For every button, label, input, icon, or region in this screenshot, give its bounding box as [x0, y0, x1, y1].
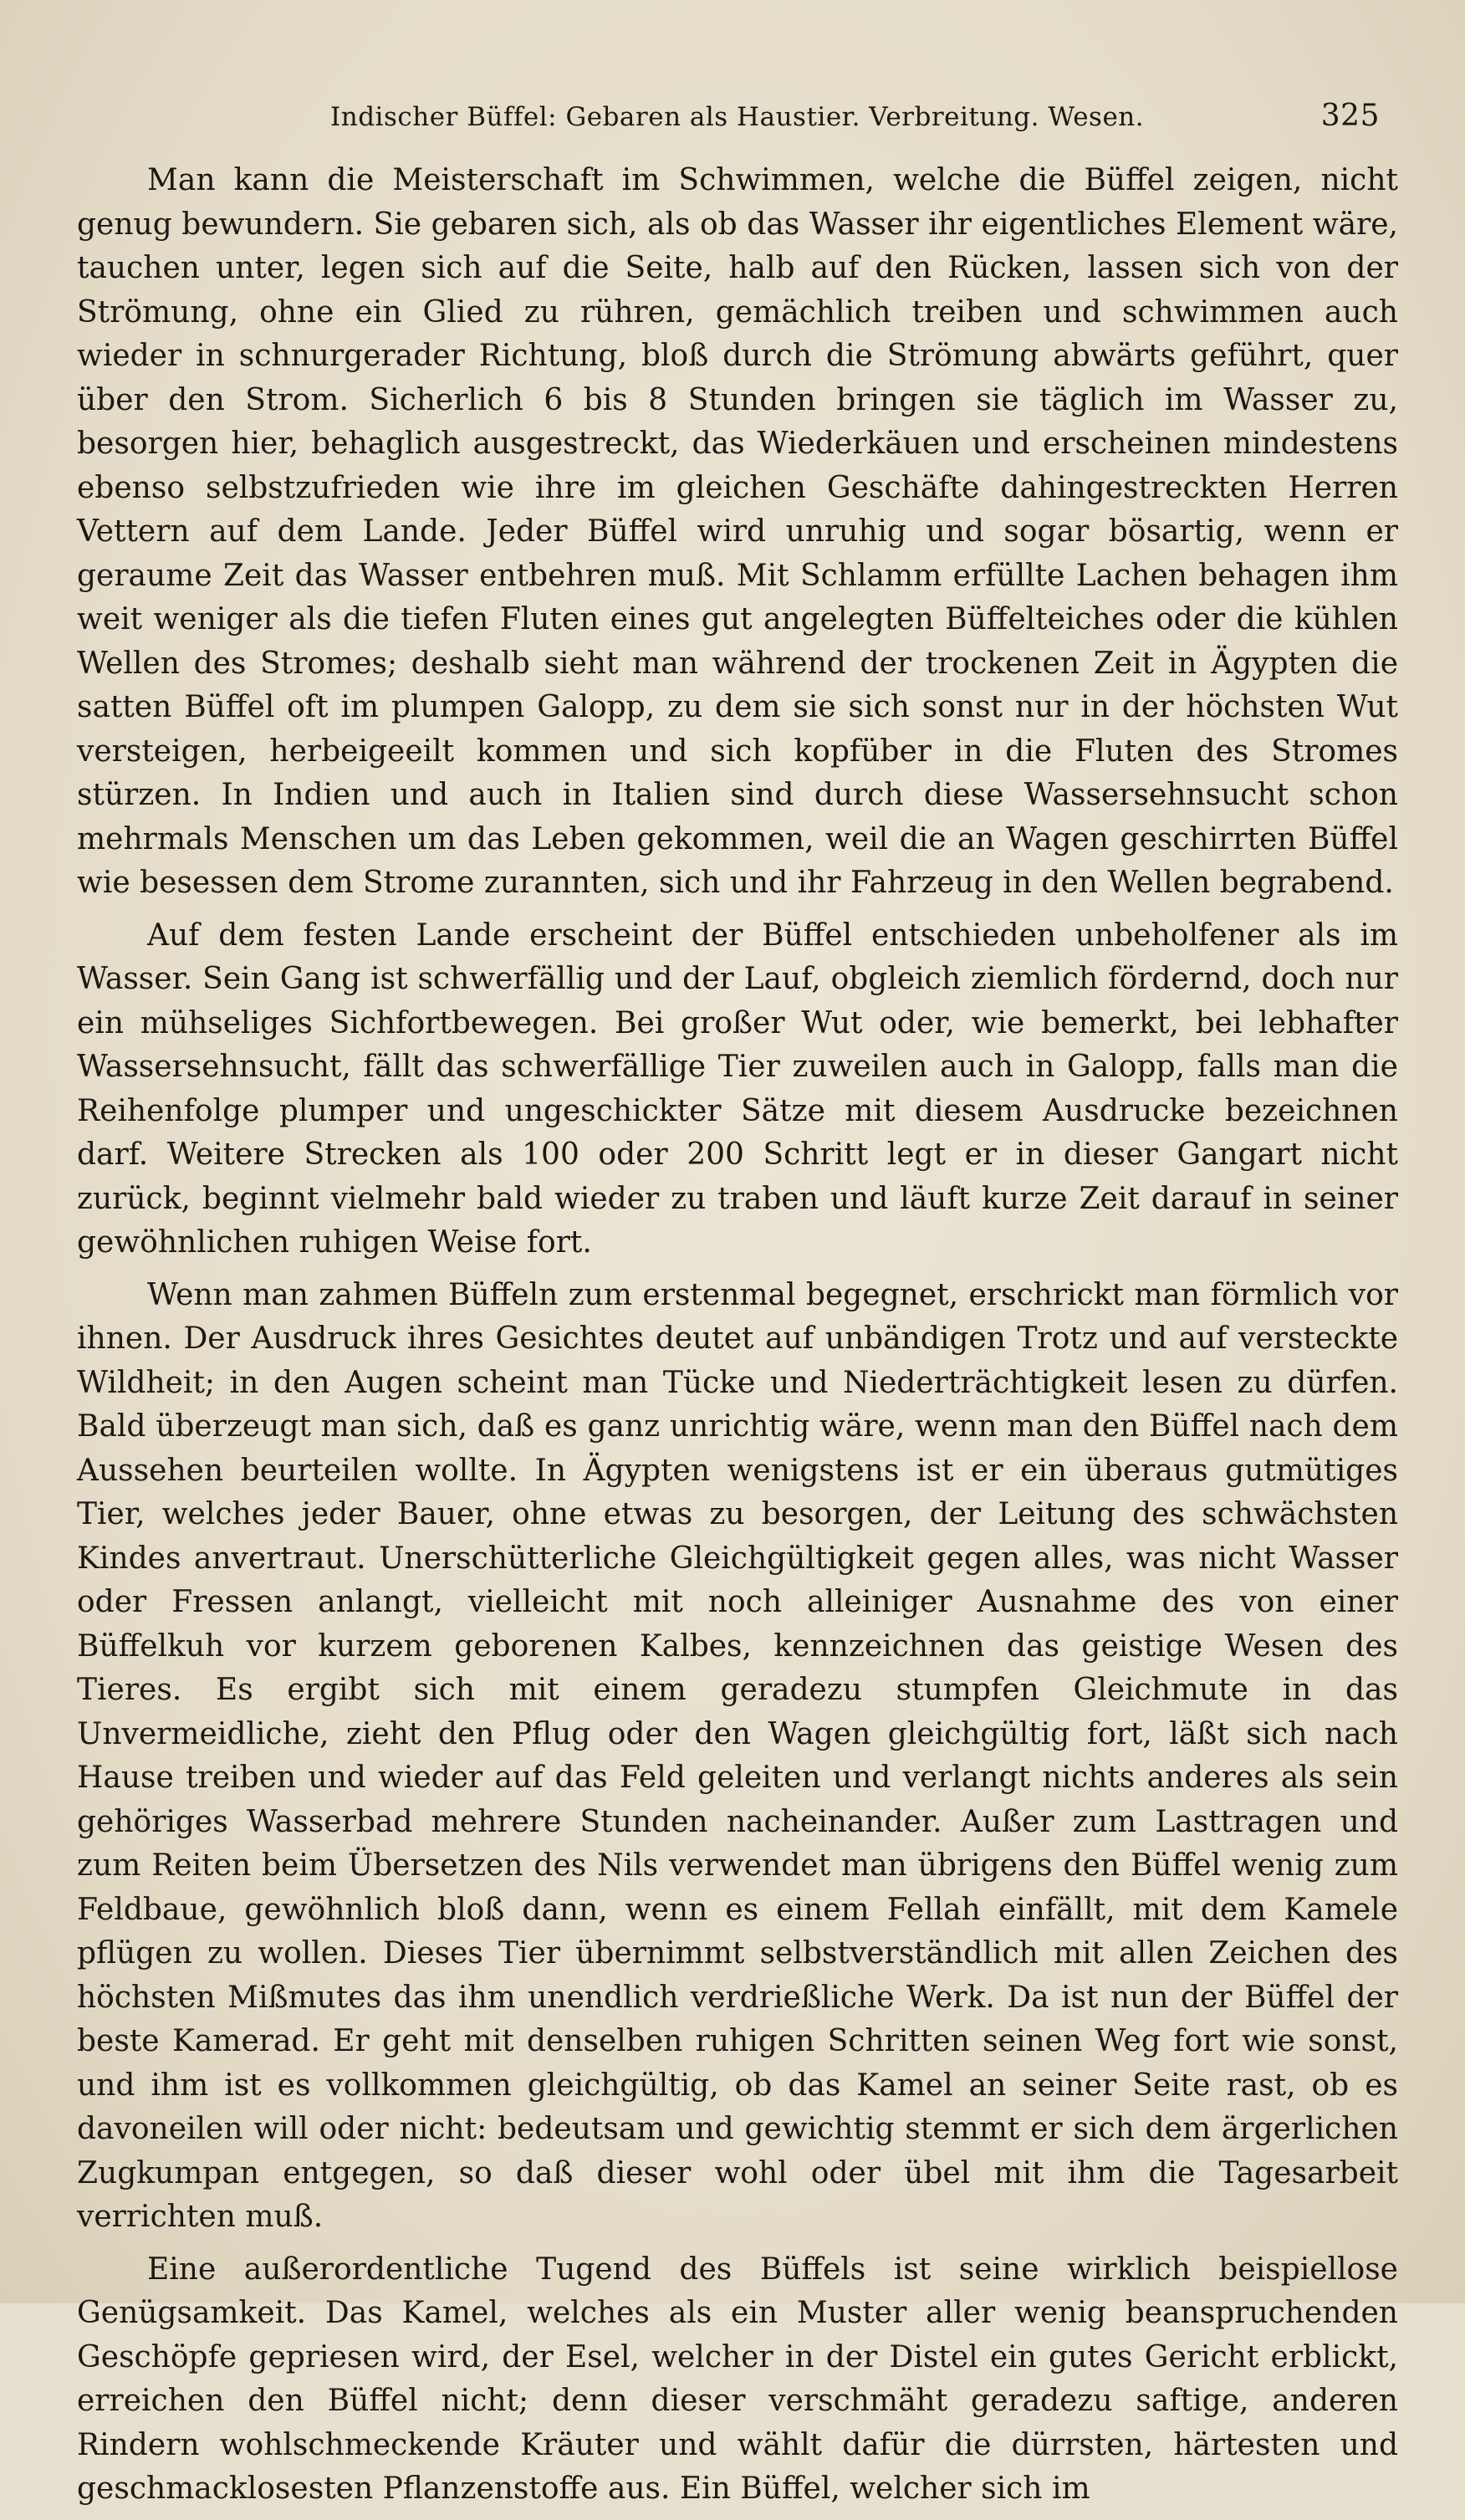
page-number: 325 — [1320, 99, 1380, 133]
paragraph-temperament: Wenn man zahmen Büffeln zum erstenmal begegnet, erschrickt man förmlich vor ihnen. Der Ausdruck ihres Gesichtes deutet auf unbändigen Trotz und auf versteckte Wildheit; in den Augen scheint man Tücke und Niederträchtigkeit lesen zu dürfen. Bald überzeugt man sich, daß es ganz unrichtig wäre, wenn man den Büffel nach dem Aussehen beurteilen wollte. In Ägypten wenigstens ist er ein überaus gutmütiges Tier, welches jeder Bauer, ohne etwas zu besorgen, der Leitung des schwächsten Kindes anvertraut. Unerschütterliche Gleichgültigkeit gegen alles, was nicht Wasser oder Fressen anlangt, vielleicht mit noch alleiniger Ausnahme des von einer Büffelkuh vor kurzem geborenen Kalbes, kennzeichnen das geistige Wesen des Tieres. Es ergibt sich mit einem geradezu stumpfen Gleichmute in das Unvermeidliche, zieht den Pflug oder den Wagen gleichgültig fort, läßt sich nach Hause treiben und wieder auf das Feld geleiten und verlangt nichts anderes als sein gehöriges Wasserbad mehrere Stunden nacheinander. Außer zum Lasttragen und zum Reiten beim Übersetzen des Nils verwendet man übrigens den Büffel wenig zum Feldbaue, gewöhnlich bloß dann, wenn es einem Fellah einfällt, mit dem Kamele pflügen zu wollen. Dieses Tier übernimmt selbstverständlich mit allen Zeichen des höchsten Mißmutes das ihm unendlich verdrießliche Werk. Da ist nun der Büffel der beste Kamerad. Er geht mit denselben ruhigen Schritten seinen Weg fort wie sonst, und ihm ist es vollkommen gleichgültig, ob das Kamel an seiner Seite rast, ob es davoneilen will oder nicht: bedeutsam und gewichtig stemmt er sich dem ärgerlichen Zugkumpan entgegen, so daß dieser wohl oder übel mit ihm die Tagesarbeit verrichten muß. — [77, 1277, 1398, 2234]
running-title: Indischer Büffel: Gebaren als Haustier. Verbreitung. Wesen. — [330, 102, 1145, 132]
paragraph-on-land: Auf dem festen Lande erscheint der Büffel entschieden unbeholfener als im Wasser. Sein Gang ist schwerfällig und der Lauf, obgleich ziemlich fördernd, doch nur ein mühseliges Sichfortbewegen. Bei großer Wut oder, wie bemerkt, bei lebhafter Wassersehnsucht, fällt das schwerfällige Tier zuweilen auch in Galopp, falls man die Reihenfolge plumper und ungeschickter Sätze mit diesem Ausdrucke bezeichnen darf. Weitere Strecken als 100 oder 200 Schritt legt er in dieser Gangart nicht zurück, beginnt vielmehr bald wieder zu traben und läuft kurze Zeit darauf in seiner gewöhnlichen ruhigen Weise fort. — [77, 918, 1398, 1260]
paragraph-swimming: Man kann die Meisterschaft im Schwimmen, welche die Büffel zeigen, nicht genug bewundern. Sie gebaren sich, als ob das Wasser ihr eigentliches Element wäre, tauchen unter, legen sich auf die Seite, halb auf den Rücken, lassen sich von der Strömung, ohne ein Glied zu rühren, gemächlich treiben und schwimmen auch wieder in schnurgerader Richtung, bloß durch die Strömung abwärts geführt, quer über den Strom. Sicherlich 6 bis 8 Stunden bringen sie täglich im Wasser zu, besorgen hier, behaglich ausgestreckt, das Wiederkäuen und erscheinen mindestens ebenso selbstzufrieden wie ihre im gleichen Geschäfte dahingestreckten Herren Vettern auf dem Lande. Jeder Büffel wird unruhig und sogar bösartig, wenn er geraume Zeit das Wasser entbehren muß. Mit Schlamm erfüllte Lachen behagen ihm weit weniger als die tiefen Fluten eines gut angelegten Büffelteiches oder die kühlen Wellen des Stromes; deshalb sieht man während der trockenen Zeit in Ägypten die satten Büffel oft im plumpen Galopp, zu dem sie sich sonst nur in der höchsten Wut versteigen, herbeigeeilt kommen und sich kopfüber in die Fluten des Stromes stürzen. In Indien und auch in Italien sind durch diese Wassersehnsucht schon mehrmals Menschen um das Leben gekommen, weil die an Wagen geschirrten Büffel wie besessen dem Strome zurannten, sich und ihr Fahrzeug in den Wellen begrabend. — [77, 163, 1398, 900]
paragraph-frugality: Eine außerordentliche Tugend des Büffels ist seine wirklich beispiellose Genügsamkeit. Das Kamel, welches als ein Muster aller wenig beanspruchenden Geschöpfe gepriesen wird, der Esel, welcher in der Distel ein gutes Gericht erblickt, erreichen den Büffel nicht; denn dieser verschmäht geradezu saftige, anderen Rindern wohlschmeckende Kräuter und wählt dafür die dürrsten, härtesten und geschmacklosesten Pflanzenstoffe aus. Ein Büffel, welcher sich im — [77, 2252, 1398, 2506]
page-header — [330, 90, 1380, 141]
body-text — [77, 159, 1398, 2520]
